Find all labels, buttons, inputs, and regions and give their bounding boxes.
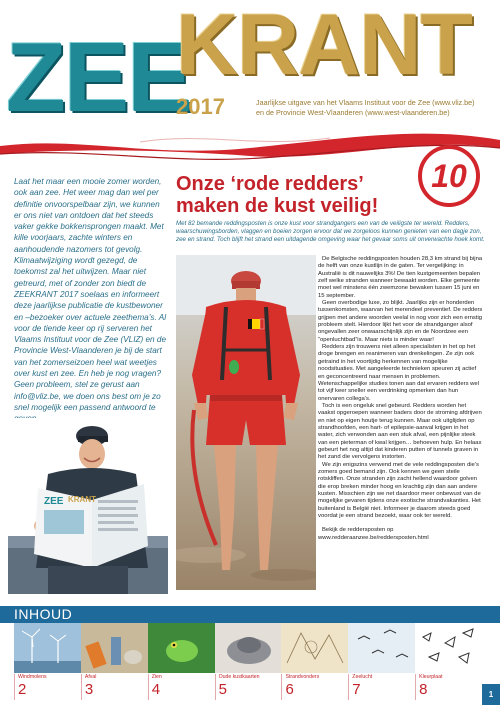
inhoud-item-zien[interactable] — [148, 674, 215, 700]
masthead-year: 2017 — [176, 94, 225, 119]
lifeguard-photo — [176, 255, 316, 590]
editorial-intro: Laat het maar een mooie zomer worden, ook aan zee. Het weer mag dan wel per definitie onvoorspelbaar zijn, we kunnen er ons niet van ontdoen dat het steeds vaker gekke bokkensprongen maakt. Met kille voorjaars, zachte winters en aanhoudende nazomers tot gevolg. Klimaatwijziging wordt gezegd, de toekomst zal het uitwijzen. Maar niet getreurd, met of zonder zon biedt de ZEEKRANT 2017 soelaas en informeert deze jaarlijkse publicatie de kustbewoner en –bezoeker over actuele zeethema’s. Al voor de tiende keer op rij serveren het Vlaams Instituut voor de Zee (VLIZ) en de Provincie West-Vlaanderen je bij de start van het zomerseizoen heel wat weetjes over kust en zee. En heb je nog vragen? Geen probleem, stel ze gerust aan info@vliz.be, we doen ons best om je zo snel mogelijk een passend antwoord te — [14, 177, 167, 412]
reader-illustration — [8, 418, 168, 594]
red-ribbon-decoration — [0, 118, 500, 160]
inhoud-item-label: Oude kustkaarten — [218, 674, 260, 680]
inhoud-item-page: 3 — [84, 681, 94, 698]
inhoud-labels — [14, 674, 482, 700]
body-paragraph-link[interactable]: Bekijk de reddersposten op www.redderaanzee.be/reddersposten.html — [318, 527, 429, 541]
inhoud-item-label: Zeelucht — [352, 674, 373, 680]
thumb-afval[interactable] — [81, 623, 148, 673]
inhoud-item-page: 2 — [18, 681, 27, 698]
inhoud-item-label: Kleurplaat — [419, 674, 443, 680]
thumb-strandvonders[interactable] — [281, 623, 348, 673]
lifeguard-illustration — [176, 255, 316, 590]
newspaper-logo-krant: KRANT — [68, 495, 96, 504]
thumb-oude-kustkaarten[interactable] — [215, 623, 282, 673]
inhoud-item-strandvonders[interactable] — [281, 674, 348, 700]
thumb-kleurplaat[interactable] — [415, 623, 482, 673]
thumb-windmolens[interactable] — [14, 623, 81, 673]
edition-badge — [418, 145, 480, 207]
inhoud-item-page: 4 — [151, 681, 161, 698]
masthead-krant: KRANT — [176, 0, 472, 93]
inhoud-item-kleurplaat[interactable] — [415, 674, 482, 700]
inhoud-item-page: 6 — [285, 681, 294, 698]
masthead — [0, 0, 500, 160]
inhoud-title: INHOUD — [14, 606, 73, 622]
body-paragraph: De Belgische reddingsposten houden 28,3 km strand bij bijna de helft van onze kustlijn in de gaten. Ter vergelijking: in Australië is dit nauwelijks 3%! De tien kustgemeenten bepalen zelf welke stranden wanneer bewaakt worden. Elke gemeente moet wel minstens één zwemzone bewaken tussen 15 juni en 15 september. — [318, 256, 483, 299]
article-headline-line2: maken de kust veilig! — [176, 195, 379, 217]
inhoud-item-oude-kustkaarten[interactable] — [215, 674, 282, 700]
masthead-subtitle-line2: en de Provincie West-Vlaanderen (www.west-vlaanderen.be) — [256, 108, 450, 117]
masthead-subtitle-line1: Jaarlijkse uitgave van het Vlaams Instituut voor de Zee (www.vliz.be) — [256, 98, 475, 107]
body-paragraph: We zijn enigszins verwend met de vele reddingsposten die’s zomers goed bemand zijn. Ook kennen we geen steile rotskliffen. Onze stranden zijn zacht hellend waardoor golven die erop breken minder hoog en krachtig zijn dan aan andere kusten. Misschien zijn we net daardoor meer onbewust van de mogelijke gevaren tijdens onze exotische strandvakanties. Het buitenland is België niet. Informeer je daarom steeds goed voordat je een strand bezoekt, waar ook ter wereld. — [318, 461, 481, 520]
thumb-zeelucht[interactable] — [348, 623, 415, 673]
thumb-zien[interactable] — [148, 623, 215, 673]
inhoud-item-page: 8 — [419, 681, 428, 698]
inhoud-item-label: Zien — [151, 674, 162, 680]
article-lead: Met 82 bemande reddingsposten is onze kust voor strandgangers een van de veiligste ter wereld. Redders, waarschuwingsborden, vlaggen en boeien zorgen ervoor dat we zorgeloos kunnen genieten van een dagje zon, zee en strand. Toch blijft het strand een uitdagende omgeving waar het gevaar soms uit onverwachte hoek komt. — [176, 220, 485, 243]
newspaper-logo-zee: ZEE — [44, 496, 64, 507]
inhoud-item-zeelucht[interactable] — [348, 674, 415, 700]
article-body — [318, 256, 484, 542]
inhoud-bar — [0, 606, 500, 623]
inhoud-item-windmolens[interactable] — [14, 674, 81, 700]
edition-badge-number: 10 — [431, 157, 467, 194]
masthead-subtitle — [256, 98, 496, 118]
inhoud-item-label: Windmolens — [18, 674, 47, 680]
inhoud-item-afval[interactable] — [81, 674, 148, 700]
body-paragraph: Geen overbodige luxe, zo blijkt. Jaarlijks zijn er honderden tussenkomsten, waarvan het merendeel preventief. De redders grijpen met andere woorden veelal in nog voor zich een ernstig probleem stelt. Hierdoor lijkt het voor de strandganger alsof ongevallen zeer onwaarschijnlijk zijn en de Noordzee een “openluchtbad”is. Maar niets is minder waar! — [318, 300, 483, 343]
inhoud-item-page: 7 — [352, 681, 361, 698]
reader-photo — [8, 418, 168, 594]
inhoud-thumbnails — [14, 623, 482, 673]
inhoud-item-page: 5 — [218, 681, 227, 698]
article-headline — [176, 173, 426, 217]
article-headline-line1: Onze ‘rode redders’ — [176, 173, 364, 195]
page-number: 1 — [482, 684, 500, 705]
masthead-zee: ZEE — [6, 22, 191, 132]
body-paragraph: Redders zijn trouwens niet alleen specialisten in het op het droge brengen en reanimeren van drenkelingen. Ze zijn ook getraind in het voortijdig herkennen van mogelijke noodsituaties. Met aangeleerde technieken speuren zij actief en geconcentreerd naar mensen in problemen. Wetenschappelijke studies tonen aan dat ervaren redders wel tot vijf keer sneller een verdrinking opmerken dan hun onervaren collega’s. — [318, 344, 480, 402]
inhoud-item-label: Strandvonders — [285, 674, 320, 680]
inhoud-item-label: Afval — [84, 674, 97, 680]
body-paragraph: Toch is een ongeluk snel gebeurd. Redders worden het vaakst opgeroepen wanneer baders door de stroming afdrijven en niet op eigen houtje terug kunnen. Maar ook uitglijden op strandhoofden, een hart- of epilepsie-aanval krijgen in het water, zich verwonden aan een stuk afval, een pijnlijke steek van een pieterman of kwal krijgen… behoeven hulp. En helaas gebeurt het nog altijd dat kinderen putten of tunnels graven in het zand die vervolgens instorten. — [318, 402, 482, 461]
